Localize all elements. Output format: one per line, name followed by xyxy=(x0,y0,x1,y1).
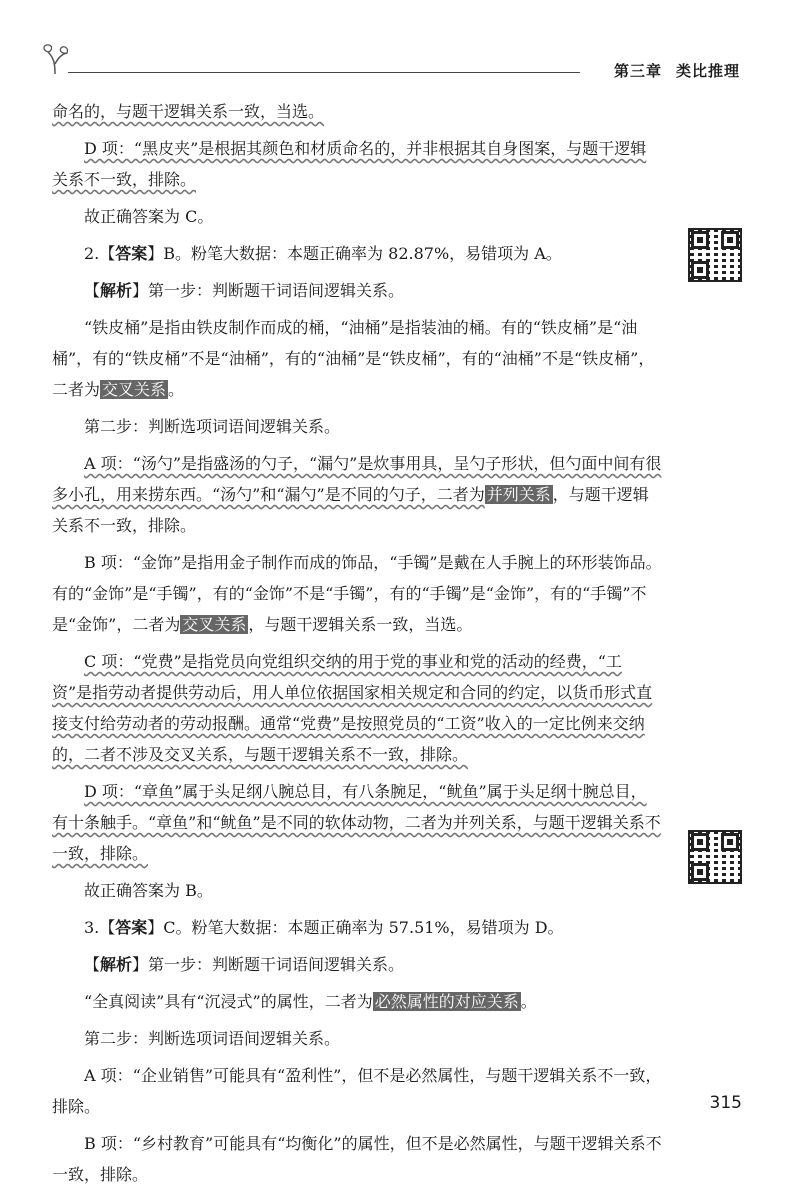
paragraph: 故正确答案为 C。 xyxy=(84,207,214,226)
q2-answer xyxy=(52,238,662,269)
q2-analysis-label: 解析 xyxy=(100,281,133,300)
paragraph xyxy=(52,312,662,405)
q3-answer-label: 答案 xyxy=(115,918,148,937)
text: “全真阅读”具有“沉浸式”的属性，二者为 xyxy=(84,992,373,1011)
chapter-title xyxy=(600,60,740,81)
text: 。 xyxy=(520,992,537,1011)
highlight: 必然属性的对应关系 xyxy=(374,992,519,1011)
text: C 项：“党费”是指党员向党组织交纳的用于党的事业和党的活动的经费，“工资”是指劳动者提供劳动后，用人单位依据国家相关规定和合同的约定，以货币形式直接支付给劳动者的劳动报酬。通常“党费”是按照党员的“工资”收入的一定比例来交纳的，二者不涉及交叉关系，与题干逻辑关系不一致，排除。 xyxy=(52,652,653,764)
text: B 项：“金饰”是指用金子制作而成的饰品，“手镯”是戴在人手腕上的环形装饰品。有的“金饰”是“手镯”，有的“金饰”不是“手镯”，有的“手镯”是“金饰”，有的“手镯”不是“金饰”，二者为 xyxy=(52,553,662,634)
q3-answer xyxy=(52,912,662,943)
paragraph: 故正确答案为 B。 xyxy=(84,881,213,900)
option-c xyxy=(52,646,662,770)
page-body xyxy=(52,96,662,1196)
text: ，与题干逻辑关系不一致，排除。 xyxy=(52,485,649,535)
option-d xyxy=(52,776,662,869)
paragraph xyxy=(52,96,662,127)
q3-analysis xyxy=(52,949,662,980)
q2-answer-label: 答案 xyxy=(115,244,148,263)
text: “铁皮桶”是指由铁皮制作而成的桶，“油桶”是指装油的桶。有的“铁皮桶”是“油桶”，有的“铁皮桶”不是“油桶”，有的“油桶”是“铁皮桶”，有的“油桶”不是“铁皮桶”，二者为 xyxy=(52,318,655,399)
text: ，与题干逻辑关系一致，当选。 xyxy=(248,615,473,634)
chapter-number: 第三章 xyxy=(613,62,662,80)
paragraph xyxy=(52,133,662,195)
qr-code-icon[interactable] xyxy=(688,228,742,282)
leaf-icon xyxy=(40,42,70,76)
q2-analysis-text: 】第一步：判断题干词语间逻辑关系。 xyxy=(132,281,405,300)
page-header xyxy=(40,42,740,78)
q2-number: 2.【 xyxy=(84,244,116,263)
text-line: D 项：“黑皮夹”是根据其颜色和材质命名的，并非根据其自身图案，与题干逻辑关系不一致，排除。 xyxy=(52,139,647,189)
bracket: 【 xyxy=(84,281,101,300)
option-a xyxy=(52,448,662,541)
paragraph: 第二步：判断选项词语间逻辑关系。 xyxy=(84,1029,341,1048)
paragraph xyxy=(52,986,662,1017)
option-b xyxy=(52,547,662,640)
bracket: 【 xyxy=(84,955,101,974)
highlight: 并列关系 xyxy=(486,485,551,504)
q3-analysis-label: 解析 xyxy=(100,955,133,974)
page-number: 315 xyxy=(709,1093,742,1113)
qr-code-icon[interactable] xyxy=(688,830,742,884)
q2-answer-text: 】B。粉笔大数据：本题正确率为 82.87%，易错项为 A。 xyxy=(147,244,562,263)
q2-analysis xyxy=(52,275,662,306)
option-a: A 项：“企业销售”可能具有“盈利性”，但不是必然属性，与题干逻辑关系不一致，排除。 xyxy=(52,1066,662,1116)
q3-analysis-text: 】第一步：判断题干词语间逻辑关系。 xyxy=(132,955,405,974)
text: 。 xyxy=(168,380,185,399)
text: A 项：“汤勺”是指盛汤的勺子，“漏勺”是炊事用具，呈勺子形状，但勺面中间有很多小孔，用来捞东西。“汤勺”和“漏勺”是不同的勺子，二者为 xyxy=(52,454,662,504)
header-rule xyxy=(68,72,580,73)
paragraph: 第二步：判断选项词语间逻辑关系。 xyxy=(84,417,341,436)
chapter-name: 类比推理 xyxy=(675,62,740,80)
highlight: 交叉关系 xyxy=(102,380,167,399)
text-line: 命名的，与题干逻辑关系一致，当选。 xyxy=(52,102,325,121)
highlight: 交叉关系 xyxy=(182,615,247,634)
option-b: B 项：“乡村教育”可能具有“均衡化”的属性，但不是必然属性，与题干逻辑关系不一致，排除。 xyxy=(52,1134,662,1184)
q3-answer-text: 】C。粉笔大数据：本题正确率为 57.51%，易错项为 D。 xyxy=(147,918,564,937)
q3-number: 3.【 xyxy=(84,918,116,937)
text: D 项：“章鱼”属于头足纲八腕总目，有八条腕足，“鱿鱼”属于头足纲十腕总目，有十条触手。“章鱼”和“鱿鱼”是不同的软体动物，二者为并列关系，与题干逻辑关系不一致，排除。 xyxy=(52,782,661,863)
